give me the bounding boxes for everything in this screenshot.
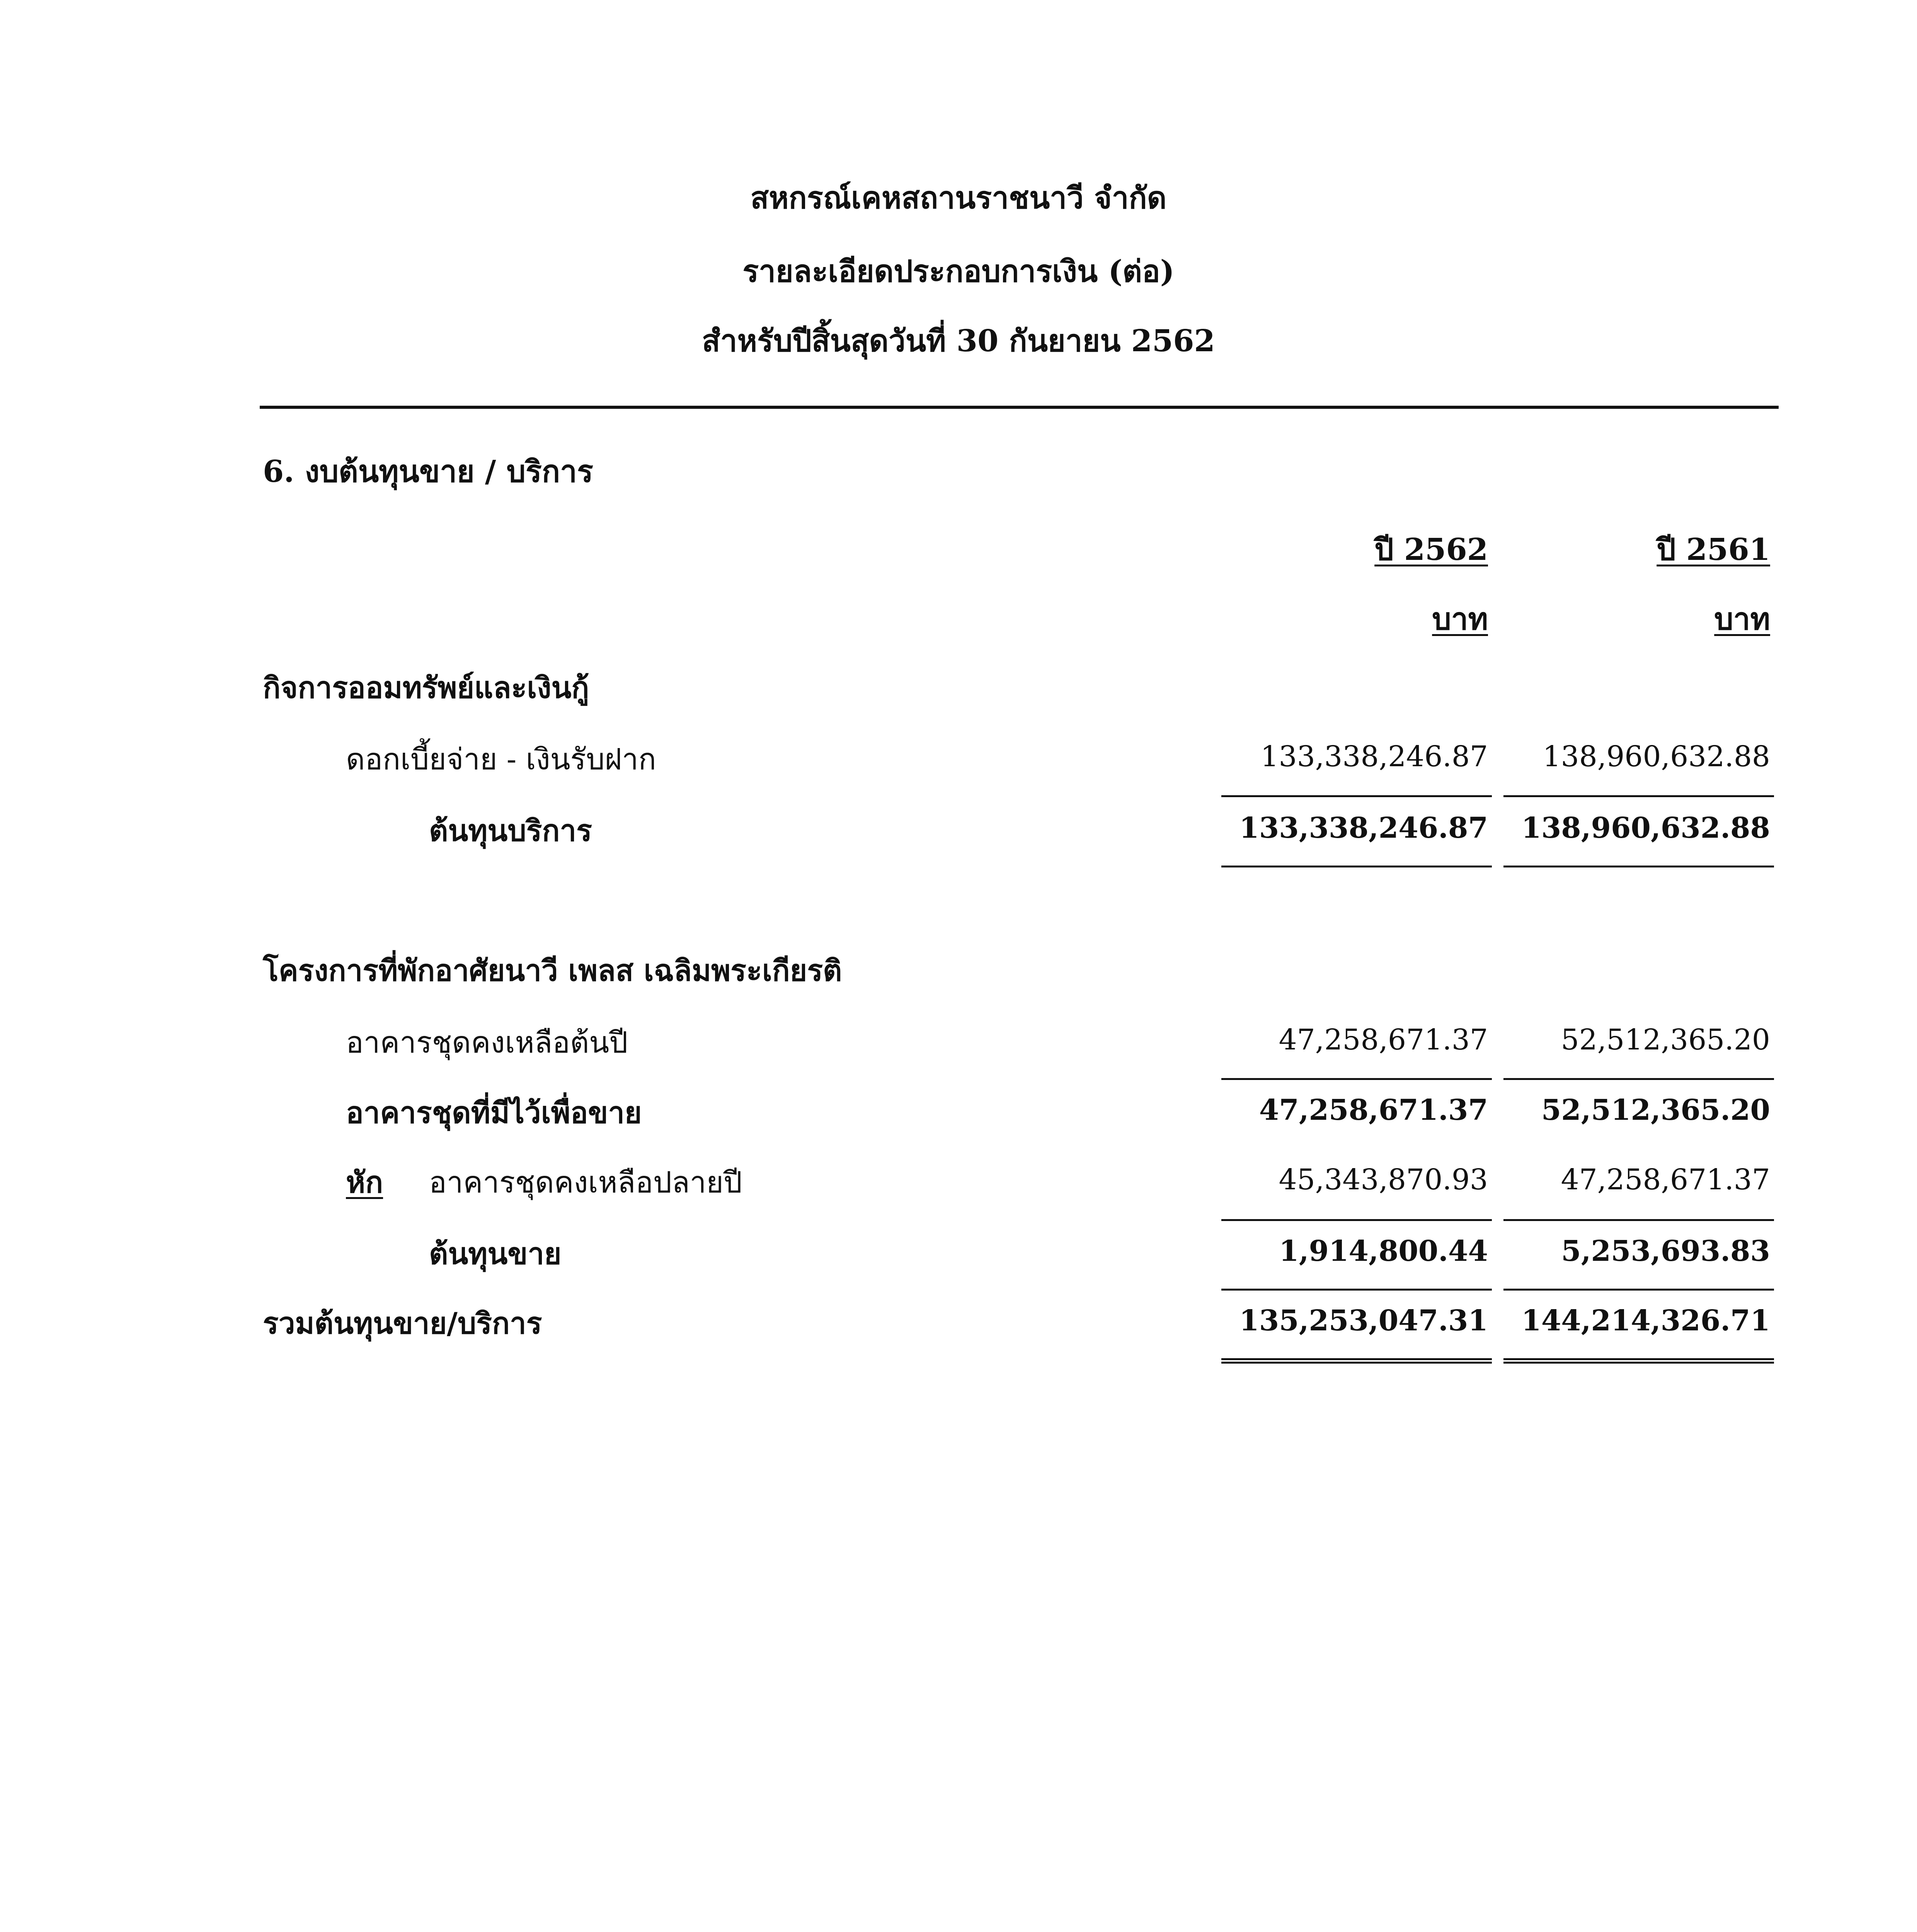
cost-sales-label: ต้นทุนขาย [429,1236,562,1271]
opening-2561: 52,512,365.20 [1561,1023,1770,1056]
total-double-rule [1221,1358,1492,1364]
subtotal-rule [1221,1078,1492,1080]
available-2562: 47,258,671.37 [1259,1094,1488,1127]
total-label: รวมต้นทุนขาย/บริการ [263,1306,542,1340]
subtotal-rule [1503,795,1774,797]
closing-2561: 47,258,671.37 [1561,1163,1770,1196]
opening-2562: 47,258,671.37 [1279,1023,1488,1056]
total-2562: 135,253,047.31 [1239,1304,1488,1337]
closing-2562: 45,343,870.93 [1279,1163,1488,1196]
interest-label: ดอกเบี้ยจ่าย - เงินรับฝาก [346,742,656,776]
subtotal-rule [1503,1289,1774,1291]
cost-service-label: ต้นทุนบริการ [429,813,592,848]
column-year-2562: ปี 2562 [1374,532,1488,567]
available-label: อาคารชุดที่มีไว้เพื่อขาย [346,1095,642,1130]
total-2561: 144,214,326.71 [1521,1304,1770,1337]
housing-heading: โครงการที่พักอาศัยนาวี เพลส เฉลิมพระเกียรติ [263,953,842,988]
interest-2561: 138,960,632.88 [1542,740,1770,773]
subtotal-rule [1221,1289,1492,1291]
cost-sales-2562: 1,914,800.44 [1279,1235,1488,1268]
subtotal-rule [1221,1219,1492,1221]
report-period: สำหรับปีสิ้นสุดวันที่ 30 กันยายน 2562 [702,323,1215,359]
column-unit-2561: บาท [1714,602,1770,637]
section-title: 6. งบต้นทุนขาย / บริการ [263,454,593,489]
company-name: สหกรณ์เคหสถานราชนาวี จำกัด [750,180,1167,216]
header-divider [260,406,1779,409]
subtotal-rule [1221,866,1492,867]
less-label: หัก [346,1165,383,1199]
cost-sales-2561: 5,253,693.83 [1561,1235,1770,1268]
closing-label: อาคารชุดคงเหลือปลายปี [429,1165,742,1199]
subtotal-rule [1503,1219,1774,1221]
report-title: รายละเอียดประกอบการเงิน (ต่อ) [742,254,1175,289]
column-year-2561: ปี 2561 [1657,532,1770,567]
savings-heading: กิจการออมทรัพย์และเงินกู้ [263,670,589,705]
opening-label: อาคารชุดคงเหลือต้นปี [346,1025,628,1060]
total-double-rule [1503,1358,1774,1364]
subtotal-rule [1221,795,1492,797]
available-2561: 52,512,365.20 [1541,1094,1770,1127]
interest-2562: 133,338,246.87 [1260,740,1488,773]
subtotal-rule [1503,866,1774,867]
cost-service-2561: 138,960,632.88 [1521,811,1770,845]
cost-service-2562: 133,338,246.87 [1239,811,1488,845]
column-unit-2562: บาท [1432,602,1488,637]
subtotal-rule [1503,1078,1774,1080]
